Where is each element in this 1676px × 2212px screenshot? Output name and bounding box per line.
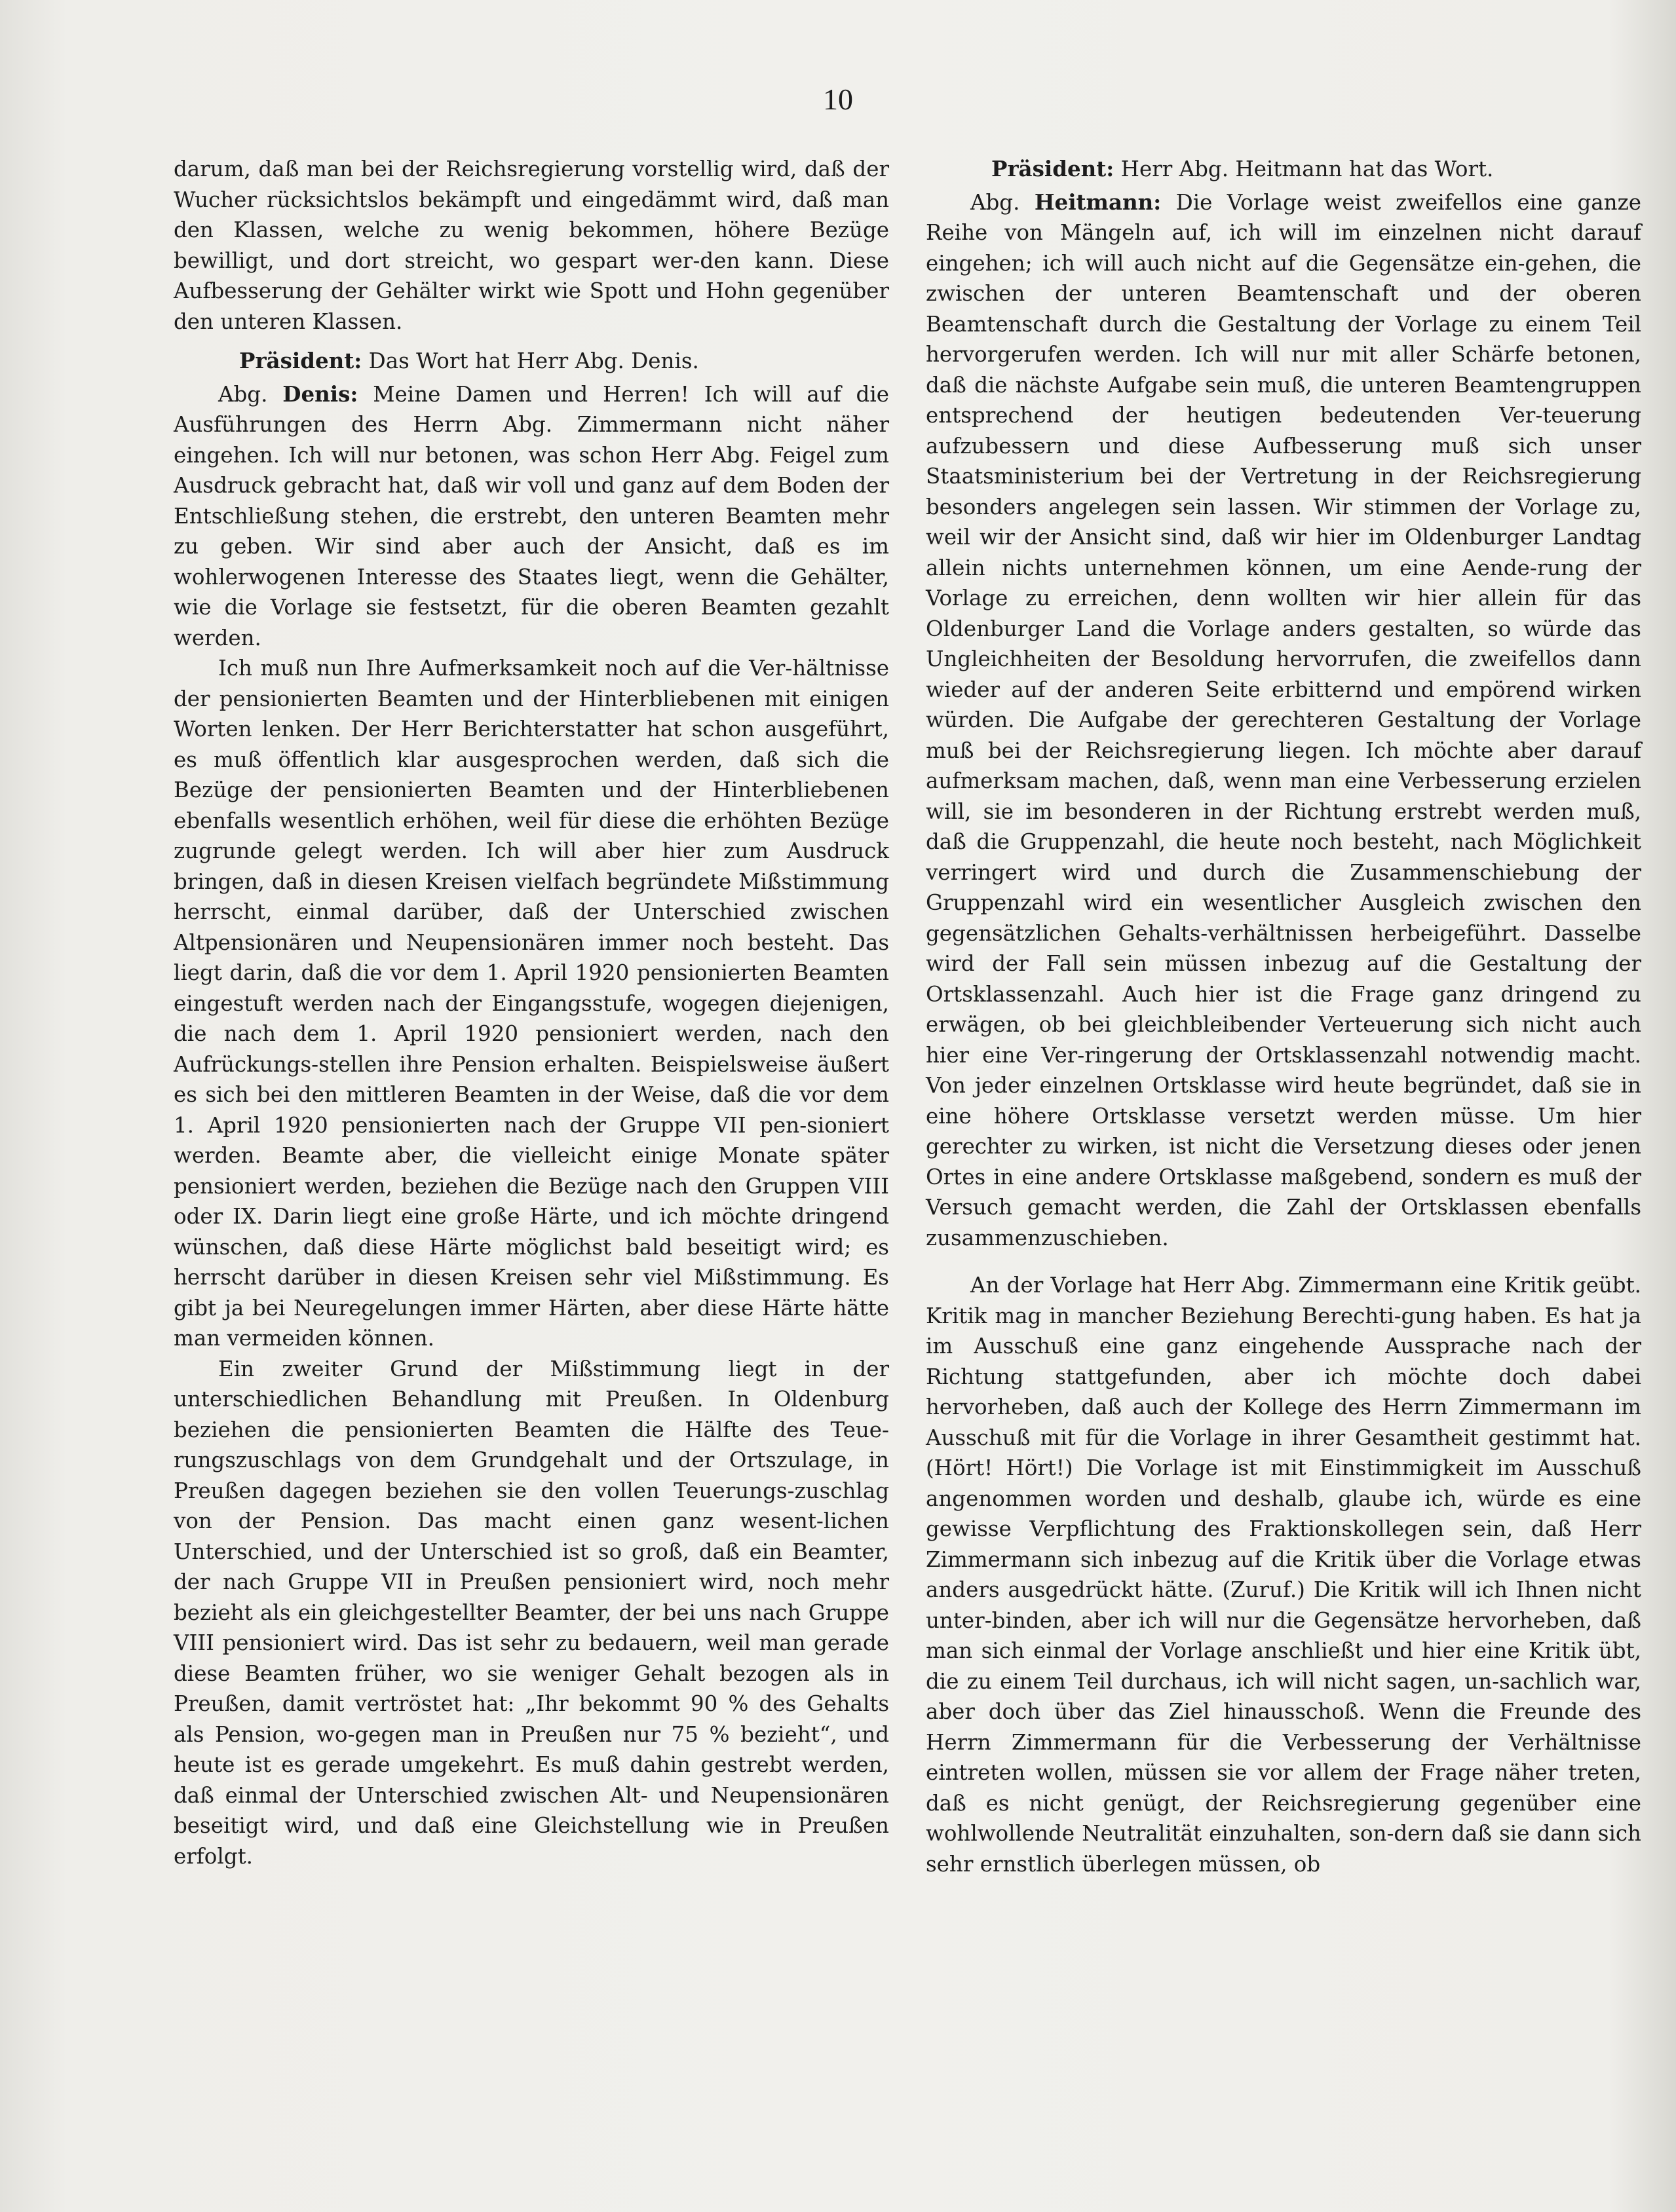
speech-text: Die Vorlage weist zweifellos eine ganze Reihe von Mängeln auf, ich will im einzelnen nicht darauf eingehen; ich will auch nicht auf die Gegensätze ein-gehen, die zwischen der unteren Beamtenschaft und der oberen Beamtenschaft durch die Gestaltung der Vorlage zu einem Teil hervorgerufen werden. Ich will nur mit aller Schärfe betonen, daß die nächste Aufgabe sein muß, die unteren Beamtengruppen entsprechend der heutigen bedeutenden Ver-teuerung aufzubessern und diese Aufbesserung muß sich unser Staatsministerium bei der Vertretung in der Reichsregierung besonders angelegen sein lassen. Wir stimmen der Vorlage zu, weil wir der Ansicht sind, daß wir hier im Oldenburger Landtag allein nichts unternehmen können, um eine Aende-rung der Vorlage zu erreichen, denn wollten wir hier allein für das Oldenburger Land die Vorlage anders gestalten, so würde das Ungleichheiten der Besoldung hervorrufen, die zweifellos dann wieder auf der anderen Seite erbitternd und empörend wirken würden. Die Aufgabe der gerechteren Gestaltung der Vorlage muß bei der Reichsregierung liegen. Ich möchte aber darauf aufmerksam machen, daß, wenn man eine Verbesserung erzielen will, sie im besonderen in der Richtung erstrebt werden muß, daß die Gruppenzahl, die heute noch besteht, nach Möglichkeit verringert wird und durch die Zusammenschiebung der Gruppenzahl wird ein wesentlicher Ausgleich zwischen den gegensätzlichen Gehalts-verhältnissen herbeigeführt. Dasselbe wird der Fall sein müssen inbezug auf die Gestaltung der Ortsklassenzahl. Auch hier ist die Frage ganz dringend zu erwägen, ob bei gleichbleibender Verteuerung sich nicht auch hier eine Ver-ringerung der Ortsklassenzahl notwendig macht. Von jeder einzelnen Ortsklasse wird heute begründet, daß sie in eine höhere Ortsklasse versetzt werden müsse. Um hier gerechter zu wirken, ist nicht die Versetzung dieses oder jenen Ortes in eine andere Ortsklasse maßgebend, sondern es muß der Versuch gemacht werden, die Zahl der Ortsklassen ebenfalls zusammenzuschieben. [926,189,1641,1250]
left-column [174,154,889,1871]
speaker-line [926,154,1641,185]
speaker-line [174,346,889,377]
speaker-prefix: Abg. [970,189,1020,215]
speech-paragraph [174,379,889,654]
paragraph: An der Vorlage hat Herr Abg. Zimmermann eine Kritik geübt. Kritik mag in mancher Beziehung Berechti-gung haben. Es hat ja im Ausschuß eine ganz eingehende Aussprache nach der Richtung stattgefunden, aber ich möchte doch dabei hervorheben, daß auch der Kollege des Herrn Zimmermann im Ausschuß mit für die Vorlage in ihrer Gesamtheit gestimmt hat. (Hört! Hört!) Die Vorlage ist mit Einstimmigkeit im Ausschuß angenommen worden und deshalb, glaube ich, würde es eine gewisse Verpflichtung des Fraktionskollegen sein, daß Herr Zimmermann sich inbezug auf die Kritik über die Vorlage etwas anders ausgedrückt hätte. (Zuruf.) Die Kritik will ich Ihnen nicht unter-binden, aber ich will nur die Gegensätze hervorheben, daß man sich einmal der Vorlage anschließt und hier eine Kritik übt, die zu einem Teil durchaus, ich will nicht sagen, un-sachlich war, aber doch über das Ziel hinausschoß. Wenn die Freunde des Herrn Zimmermann für die Verbesserung der Verhältnisse eintreten wollen, müssen sie vor allem der Frage näher treten, daß es nicht genügt, der Reichsregierung gegenüber eine wohlwollende Neutralität einzuhalten, son-dern daß sie dann sich sehr ernstlich überlegen müssen, ob [926,1273,1641,1877]
speaker-text: Das Wort hat Herr Abg. Denis. [368,348,699,373]
page-number: 10 [823,83,853,116]
speaker-name: Heitmann: [1034,189,1162,215]
speaker-prefix: Abg. [218,381,268,407]
paragraph: Ich muß nun Ihre Aufmerksamkeit noch auf die Ver-hältnisse der pensionierten Beamten und der Hinterbliebenen mit einigen Worten lenken. Der Herr Berichterstatter hat schon ausgeführt, es muß öffentlich klar ausgesprochen werden, daß sich die Bezüge der pensionierten Beamten und der Hinterbliebenen ebenfalls wesentlich erhöhen, weil für diese die erhöhten Bezüge zugrunde gelegt werden. Ich will aber hier zum Ausdruck bringen, daß in diesen Kreisen vielfach begründete Mißstimmung herrscht, einmal darüber, daß der Unterschied zwischen Altpensionären und Neupensionären immer noch besteht. Das liegt darin, daß die vor dem 1. April 1920 pensionierten Beamten eingestuft werden nach der Eingangsstufe, wogegen diejenigen, die nach dem 1. April 1920 pensioniert werden, nach den Aufrückungs-stellen ihre Pension erhalten. Beispielsweise äußert es sich bei den mittleren Beamten in der Weise, daß die vor dem 1. April 1920 pensionierten nach der Gruppe VII pen-sioniert werden. Beamte aber, die vielleicht einige Monate später pensioniert werden, beziehen die Bezüge nach den Gruppen VIII oder IX. Darin liegt eine große Härte, und ich möchte dringend wünschen, daß diese Härte möglichst bald beseitigt wird; es herrscht darüber in diesen Kreisen sehr viel Mißstimmung. Es gibt ja bei Neuregelungen immer Härten, aber diese Härte hätte man vermeiden können. [174,656,889,1351]
paragraph: darum, daß man bei der Reichsregierung vorstellig wird, daß der Wucher rücksichtslos bekämpft und eingedämmt wird, daß man den Klassen, welche zu wenig bekommen, höhere Bezüge bewilligt, und dort streicht, wo gespart wer-den kann. Diese Aufbesserung der Gehälter wirkt wie Spott und Hohn gegenüber den unteren Klassen. [174,157,889,334]
speaker-name: Präsident: [239,348,362,373]
speaker-name: Denis: [282,381,358,407]
speech-paragraph [926,187,1641,1254]
right-column [926,154,1641,1879]
paragraph: Ein zweiter Grund der Mißstimmung liegt in der unterschiedlichen Behandlung mit Preußen. In Oldenburg beziehen die pensionierten Beamten die Hälfte des Teue-rungszuschlags von dem Grundgehalt und der Ortszulage, in Preußen dagegen beziehen sie den vollen Teuerungs-zuschlag von der Pension. Das macht einen ganz wesent-lichen Unterschied, und der Unterschied ist so groß, daß ein Beamter, der nach Gruppe VII in Preußen pensioniert wird, noch mehr bezieht als ein gleichgestellter Beamter, der bei uns nach Gruppe VIII pensioniert wird. Das ist sehr zu bedauern, weil man gerade diese Beamten früher, wo sie weniger Gehalt bezogen als in Preußen, damit vertröstet hat: „Ihr bekommt 90 % des Gehalts als Pension, wo-gegen man in Preußen nur 75 % bezieht“, und heute ist es gerade umgekehrt. Es muß dahin gestrebt werden, daß einmal der Unterschied zwischen Alt- und Neupensionären beseitigt wird, und daß eine Gleichstellung wie in Preußen erfolgt. [174,1356,889,1869]
speaker-text: Herr Abg. Heitmann hat das Wort. [1120,157,1494,181]
speech-text: Meine Damen und Herren! Ich will auf die Ausführungen des Herrn Abg. Zimmermann nicht näher eingehen. Ich will nur betonen, was schon Herr Abg. Feigel zum Ausdruck gebracht hat, daß wir voll und ganz auf dem Boden der Entschließung stehen, die erstrebt, den unteren Beamten mehr zu geben. Wir sind aber auch der Ansicht, daß es im wohlerwogenen Interesse des Staates liegt, wenn die Gehälter, wie die Vorlage sie festsetzt, für die oberen Beamten gezahlt werden. [174,381,889,650]
speaker-name: Präsident: [991,156,1114,181]
